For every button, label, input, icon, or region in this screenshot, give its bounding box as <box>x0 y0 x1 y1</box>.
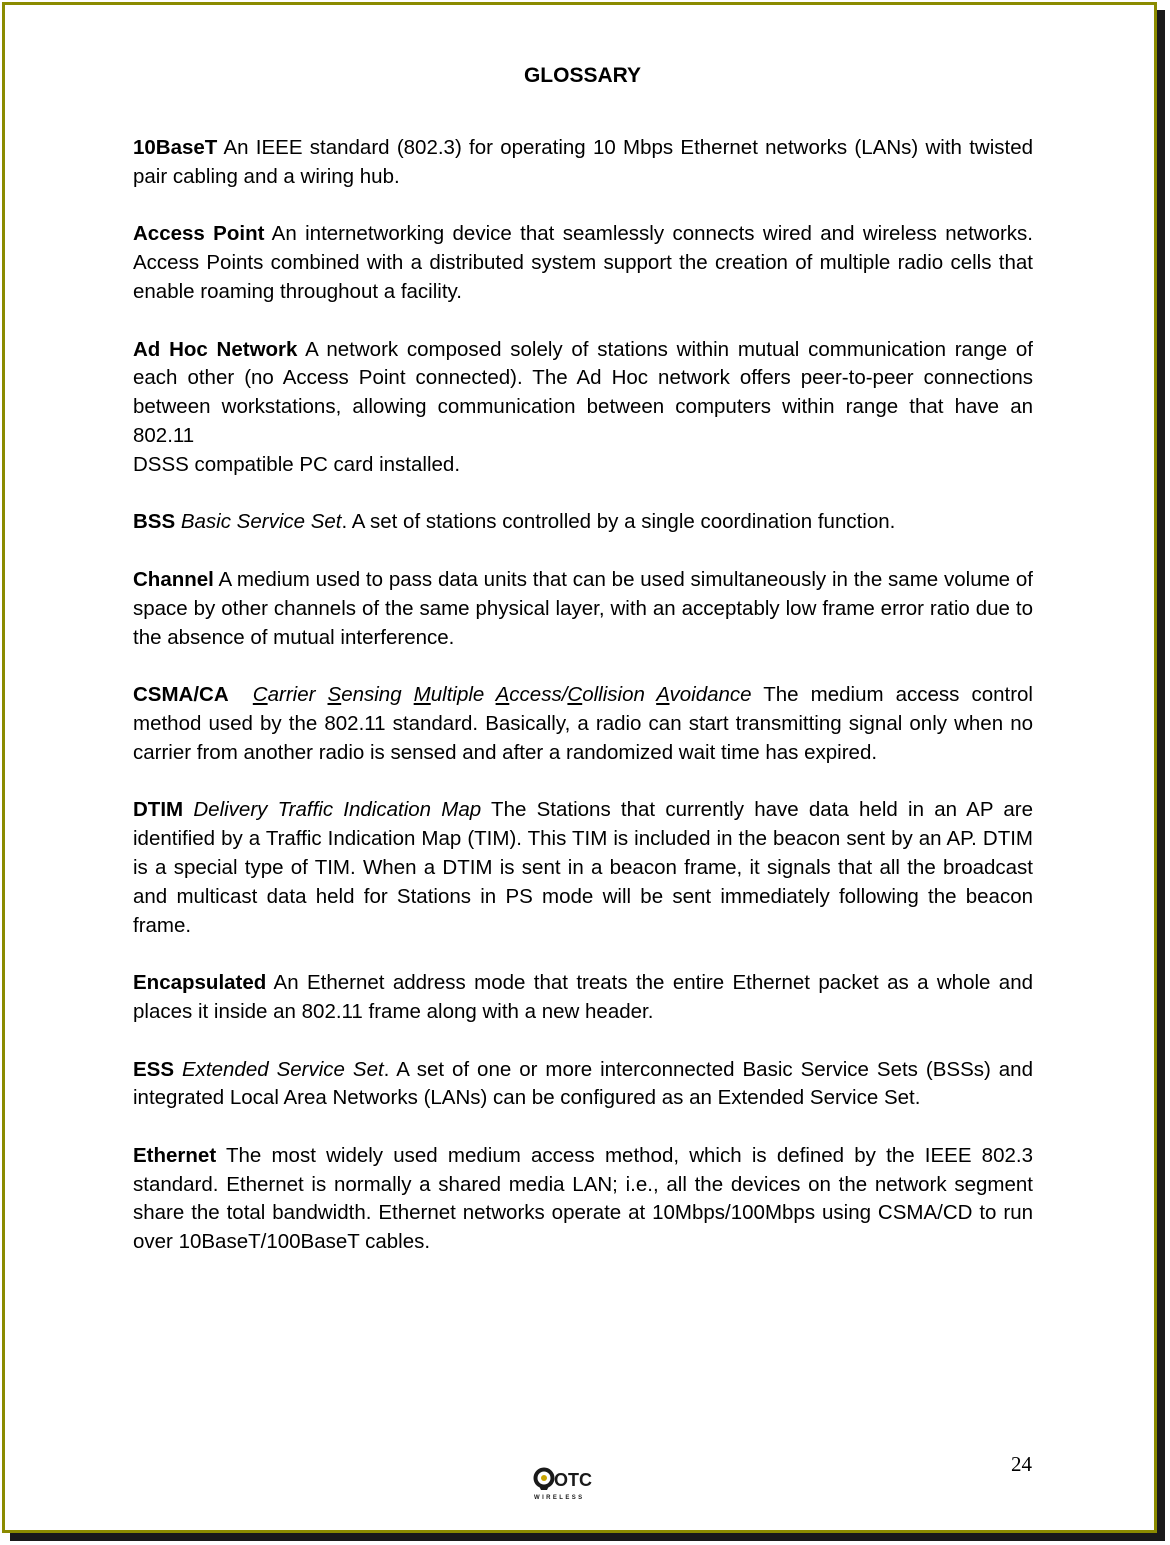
glossary-definition: A medium used to pass data units that can be used simultaneously in the same volume of space by other channels of the same physical layer, with an acceptably low frame error ratio due to the absence of mutual interference. <box>133 567 1033 649</box>
glossary-definition: The medium access control method used by the 802.11 standard. Basically, a radio can start transmitting signal only when no carrier from another radio is sensed and after a randomized wait time has expired. <box>133 683 1033 764</box>
page-title: GLOSSARY <box>523 64 642 87</box>
glossary-definition: An internetworking device that seamlessly connects wired and wireless networks. Access Points combined with a distributed system support the creation of multiple radio cells that enable roaming throughout a facility. <box>133 222 1034 303</box>
glossary-entry-csma-ca <box>133 681 1033 767</box>
glossary-term: CSMA/CA <box>133 683 229 707</box>
logo-subtext: WIRELESS <box>534 1495 585 1501</box>
glossary-entry-dtim <box>133 796 1033 940</box>
page-shadow-right <box>1157 10 1165 1541</box>
glossary-term: Channel <box>133 567 214 591</box>
glossary-entry-bss <box>133 508 1033 537</box>
glossary-definition: The most widely used medium access method, which is defined by the IEEE 802.3 standard. Ethernet is normally a shared media LAN; i.e., all the devices on the network segment share the total bandwidth. Ethernet networks operate at 10Mbps/100Mbps using CSMA/CD to run over 10BaseT/100BaseT cables. <box>133 1143 1033 1254</box>
glossary-body <box>133 134 1033 1286</box>
glossary-definition: . A set of one or more interconnected Basic Service Sets (BSSs) and integrated Local Area Networks (LANs) can be configured as an Extended Service Set. <box>133 1057 1033 1110</box>
glossary-term: 10BaseT <box>133 136 218 159</box>
glossary-entry-access-point <box>133 220 1033 306</box>
logo-text: OTC <box>554 1470 592 1490</box>
glossary-term: Ad Hoc Network <box>133 337 298 361</box>
glossary-expansion: Extended Service Set <box>182 1057 384 1081</box>
glossary-expansion: Delivery Traffic Indication Map <box>193 798 482 822</box>
glossary-term: Ethernet <box>133 1143 217 1167</box>
glossary-entry-encapsulated <box>133 969 1033 1027</box>
page-shadow-bottom <box>10 1533 1165 1541</box>
glossary-entry-ess <box>133 1056 1033 1114</box>
glossary-definition: The Stations that currently have data held in an AP are identified by a Traffic Indication Map (TIM). This TIM is included in the beacon sent by an AP. DTIM is a special type of TIM. When a DTIM is sent in a beacon frame, it signals that all the broadcast and multicast data held for Stations in PS mode will be sent immediately following the beacon frame. <box>133 798 1033 937</box>
glossary-entry-10baset <box>133 134 1033 192</box>
glossary-definition-continued: DSSS compatible PC card installed. <box>133 452 461 476</box>
glossary-definition: A network composed solely of stations within mutual communication range of each other (no Access Point connected). The Ad Hoc network offers peer-to-peer connections between workstations, allowing communication between computers within range that have an 802.11 <box>133 337 1034 447</box>
glossary-entry-ethernet <box>133 1142 1033 1257</box>
glossary-term: DTIM <box>133 798 184 822</box>
glossary-term: ESS <box>133 1057 175 1081</box>
glossary-term: BSS <box>133 510 176 534</box>
glossary-term: Encapsulated <box>133 971 267 995</box>
page-number: 24 <box>1011 1452 1032 1476</box>
glossary-expansion: Basic Service Set <box>180 510 342 534</box>
glossary-definition: . A set of stations controlled by a single coordination function. <box>341 510 896 534</box>
glossary-term: Access Point <box>133 222 265 246</box>
glossary-definition: An Ethernet address mode that treats the entire Ethernet packet as a whole and places it inside an 802.11 frame along with a new header. <box>133 971 1033 1023</box>
otc-wireless-logo <box>532 1466 600 1502</box>
glossary-entry-ad-hoc-network <box>133 336 1033 480</box>
glossary-entry-channel <box>133 566 1033 652</box>
glossary-expansion: Carrier Sensing Multiple Access/Collision Avoidance <box>252 683 752 707</box>
glossary-definition: An IEEE standard (802.3) for operating 10 Mbps Ethernet networks (LANs) with twisted pair cabling and a wiring hub. <box>133 136 1033 188</box>
